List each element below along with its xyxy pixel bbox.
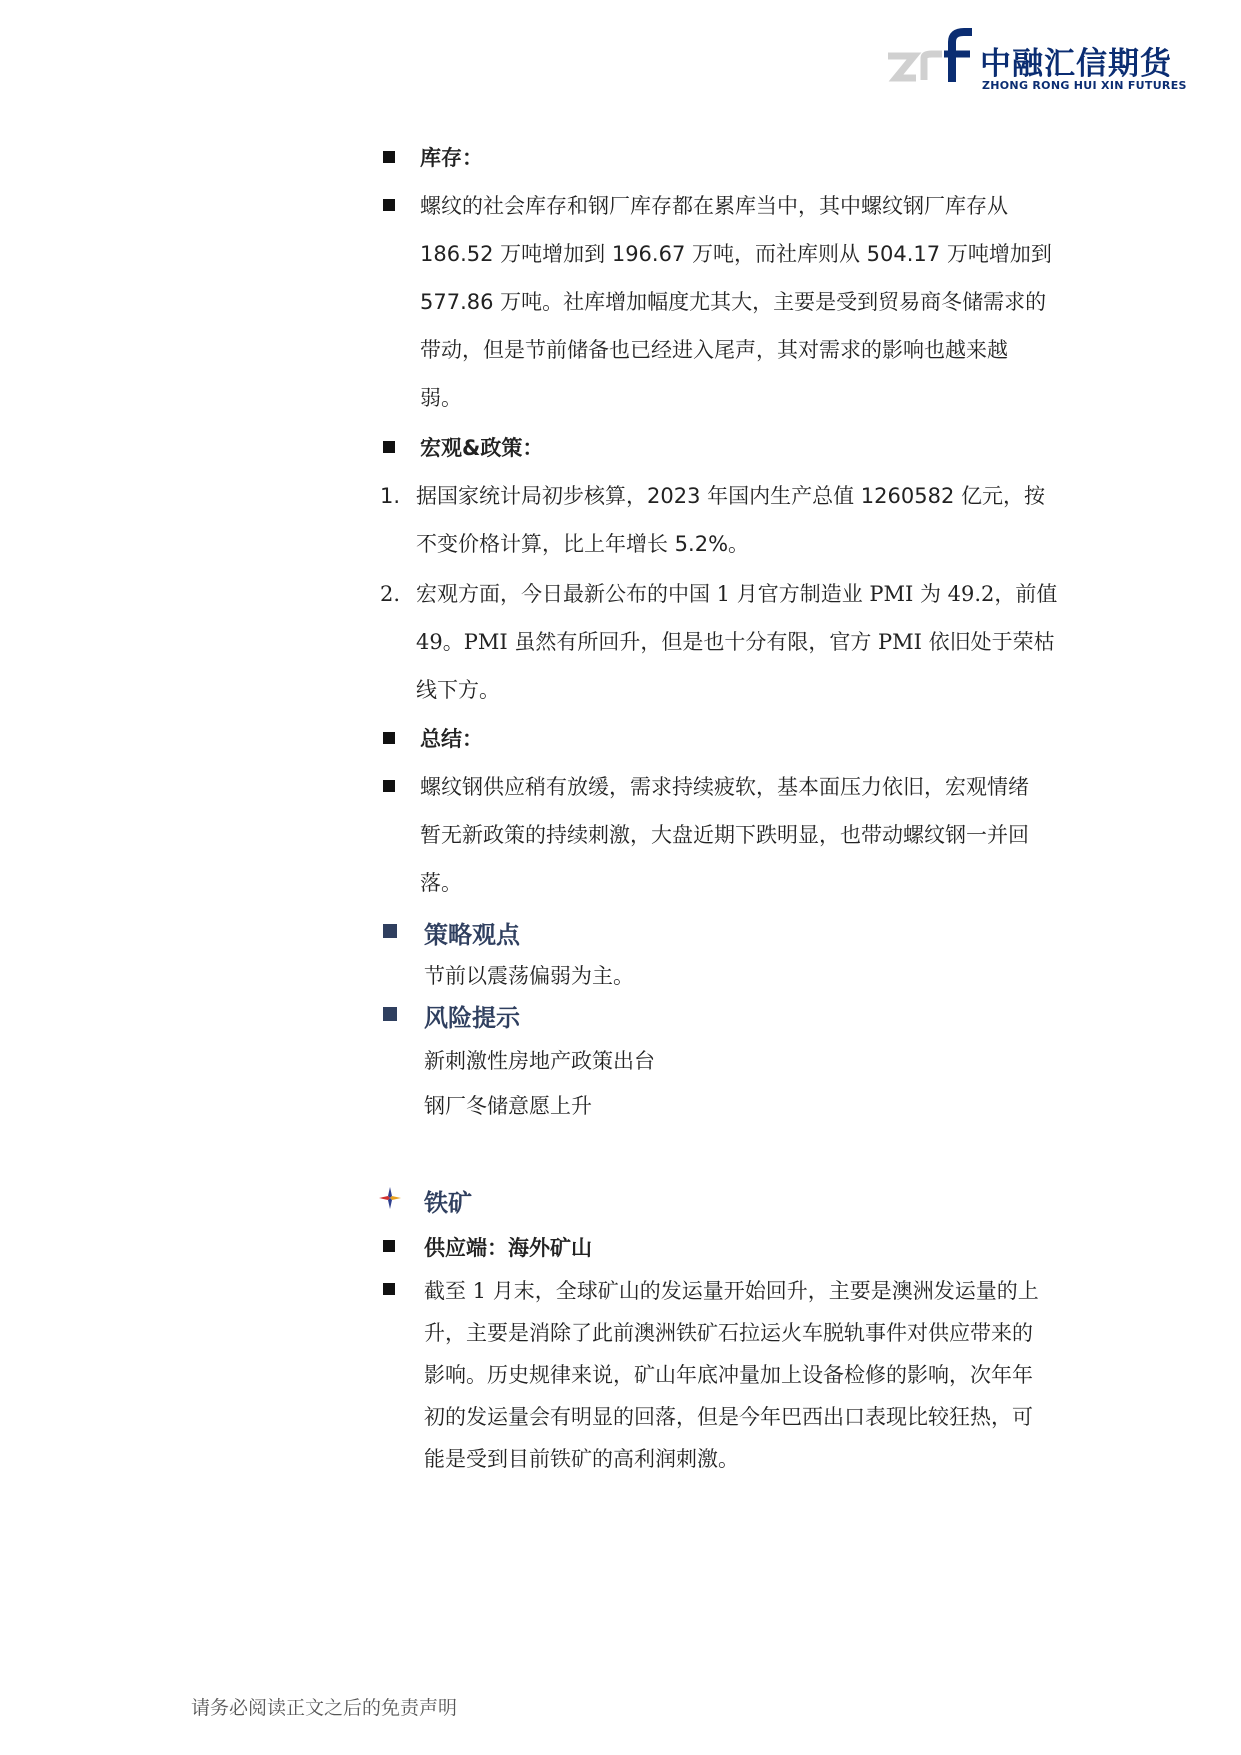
inventory-line-5: 弱。 (420, 386, 462, 410)
macro-item-2-line-2: 49。PMI 虽然有所回升，但是也十分有限，官方 PMI 依旧处于荣枯 (416, 630, 1055, 654)
inventory-line-2: 186.52 万吨增加到 196.67 万吨，而社库则从 504.17 万吨增加到 (420, 242, 1052, 266)
summary-heading: 总结： (420, 727, 483, 751)
supply-line-1: 截至 1 月末，全球矿山的发运量开始回升，主要是澳洲发运量的上 (424, 1279, 1039, 1303)
iron-ore-heading: 铁矿 (424, 1189, 472, 1217)
bullet-square-icon (383, 780, 395, 792)
summary-line-2: 暂无新政策的持续刺激，大盘近期下跌明显，也带动螺纹钢一并回 (420, 823, 1029, 847)
inventory-line-3: 577.86 万吨。社库增加幅度尤其大，主要是受到贸易商冬储需求的 (420, 290, 1047, 314)
inventory-line-1: 螺纹的社会库存和钢厂库存都在累库当中，其中螺纹钢厂库存从 (420, 194, 1008, 218)
summary-line-1: 螺纹钢供应稍有放缓，需求持续疲软，基本面压力依旧，宏观情绪 (420, 775, 1029, 799)
supply-line-5: 能是受到目前铁矿的高利润刺激。 (424, 1447, 739, 1471)
summary-line-3: 落。 (420, 871, 462, 895)
macro-heading: 宏观&政策： (420, 436, 544, 460)
footer-disclaimer: 请务必阅读正文之后的免责声明 (191, 1697, 458, 1719)
supply-line-3: 影响。历史规律来说，矿山年底冲量加上设备检修的影响，次年年 (424, 1363, 1033, 1387)
macro-item-1-line-2: 不变价格计算，比上年增长 5.2%。 (416, 532, 750, 556)
compass-star-icon (378, 1186, 402, 1210)
risk-item-2: 钢厂冬储意愿上升 (424, 1094, 592, 1118)
supply-heading: 供应端：海外矿山 (424, 1235, 592, 1260)
macro-item-2-line-3: 线下方。 (416, 678, 500, 702)
bullet-square-icon (383, 199, 395, 211)
bullet-square-icon (383, 1283, 395, 1295)
supply-line-4: 初的发运量会有明显的回落，但是今年巴西出口表现比较狂热，可 (424, 1405, 1033, 1429)
bullet-square-icon (383, 441, 395, 453)
bullet-square-icon (383, 1240, 395, 1252)
logo-text-cn: 中融汇信期货 (980, 46, 1172, 82)
inventory-line-4: 带动，但是节前储备也已经进入尾声，其对需求的影响也越来越 (420, 338, 1008, 362)
bullet-square-icon (383, 732, 395, 744)
strategy-text: 节前以震荡偏弱为主。 (424, 964, 634, 988)
macro-item-number: 1. (380, 484, 401, 508)
bullet-square-icon (383, 151, 395, 163)
logo-text-en: ZHONG RONG HUI XIN FUTURES (982, 79, 1187, 92)
inventory-heading: 库存： (420, 146, 483, 170)
macro-item-2-line-1: 宏观方面，今日最新公布的中国 1 月官方制造业 PMI 为 49.2，前值 (416, 582, 1058, 606)
risk-heading: 风险提示 (424, 1004, 520, 1032)
macro-item-number: 2. (380, 582, 401, 606)
section-square-icon (383, 1007, 397, 1021)
risk-item-1: 新刺激性房地产政策出台 (424, 1049, 655, 1073)
macro-item-1-line-1: 据国家统计局初步核算，2023 年国内生产总值 1260582 亿元，按 (416, 484, 1045, 508)
supply-line-2: 升，主要是消除了此前澳洲铁矿石拉运火车脱轨事件对供应带来的 (424, 1321, 1033, 1345)
section-square-icon (383, 924, 397, 938)
strategy-heading: 策略观点 (424, 921, 520, 949)
